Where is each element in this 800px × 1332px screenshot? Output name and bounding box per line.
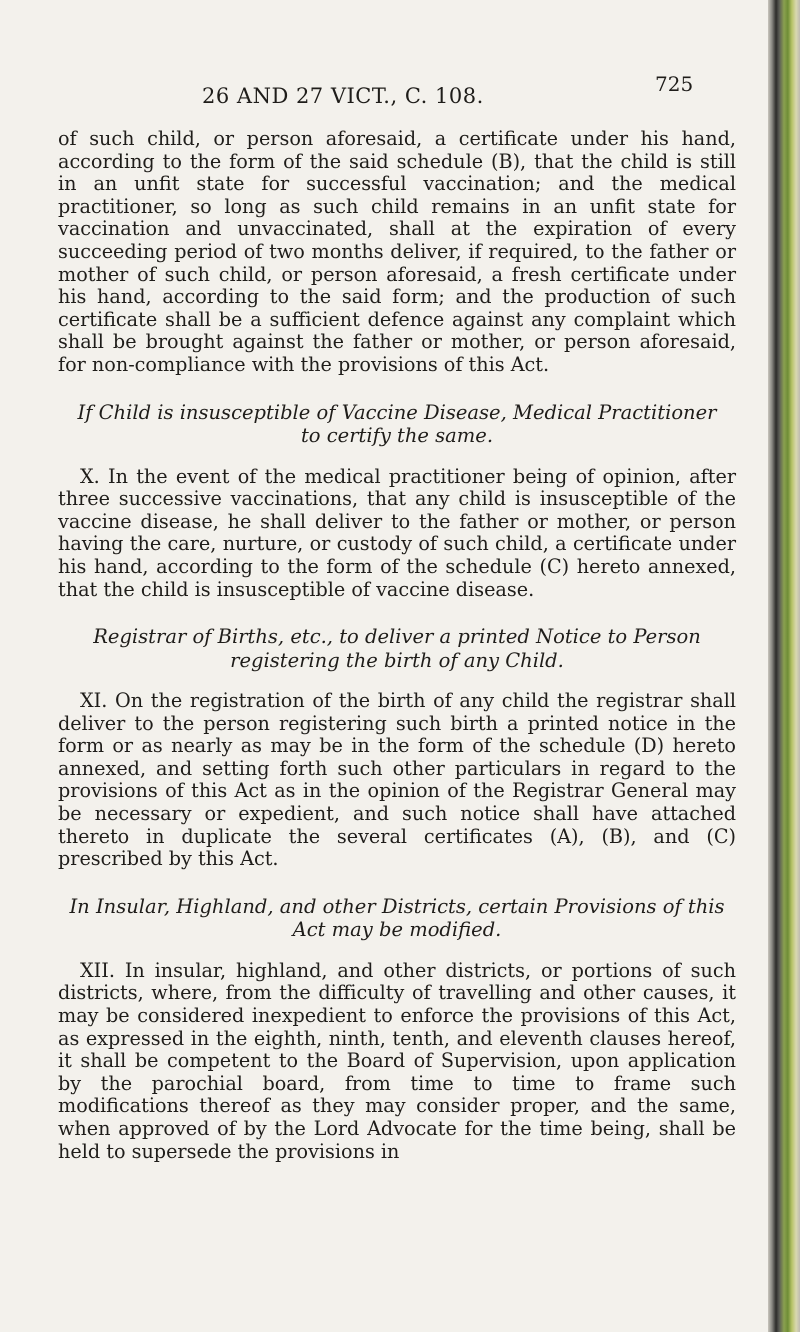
- paragraph-section-xi: XI. On the registration of the birth of any child the registrar shall deliver to the person registering such birth a printed notice in the form or as nearly as may be in the form of the schedule (D) hereto annexed, and setting forth such other particulars in regard to the provisions of this Act as in the opinion of the Registrar General may be necessary or expedient, and such notice shall have attached thereto in duplicate the several certificates (A), (B), and (C) prescribed by this Act.: [58, 689, 736, 871]
- section-heading-insusceptible: If Child is insusceptible of Vaccine Disease, Medical Practitioner to certify the same.: [77, 400, 717, 448]
- page-number: 725: [655, 72, 694, 96]
- page-header: [0, 72, 768, 124]
- book-binding-edge: [768, 0, 800, 1332]
- running-head: 26 AND 27 VICT., C. 108.: [202, 84, 484, 108]
- section-heading-districts: In Insular, Highland, and other Districts, certain Provisions of this Act may be modified.: [69, 894, 725, 942]
- paragraph-continuation: of such child, or person aforesaid, a certificate under his hand, according to the form of the said schedule (B), that the child is still in an unfit state for successful vaccination; and the medical practitioner, so long as such child remains in an unfit state for vaccination and unvaccinated, shall at the expiration of every succeeding period of two months deliver, if required, to the father or mother of such child, or person aforesaid, a fresh certificate under his hand, according to the said form; and the production of such certificate shall be a sufficient defence against any complaint which shall be brought against the father or mother, or person aforesaid, for non-compliance with the provisions of this Act.: [58, 127, 736, 376]
- document-body: [58, 128, 736, 1163]
- paragraph-section-x: X. In the event of the medical practitioner being of opinion, after three successive vaccinations, that any child is insusceptible of the vaccine disease, he shall deliver to the father or mother, or person having the care, nurture, or custody of such child, a certificate under his hand, according to the form of the schedule (C) hereto annexed, that the child is insusceptible of vaccine disease.: [58, 464, 736, 601]
- paragraph-section-xii: XII. In insular, highland, and other districts, or portions of such districts, where, from the difficulty of travelling and other causes, it may be considered inexpedient to enforce the provisions of this Act, as expressed in the eighth, ninth, tenth, and eleventh clauses hereof, it shall be competent to the Board of Supervision, upon application by the parochial board, from time to time to frame such modifications thereof as they may consider proper, and the same, when approved of by the Lord Advocate for the time being, shall be held to supersede the provisions in: [58, 958, 736, 1163]
- section-heading-registrar: Registrar of Births, etc., to deliver a printed Notice to Person registering the birth of any Child.: [93, 625, 701, 672]
